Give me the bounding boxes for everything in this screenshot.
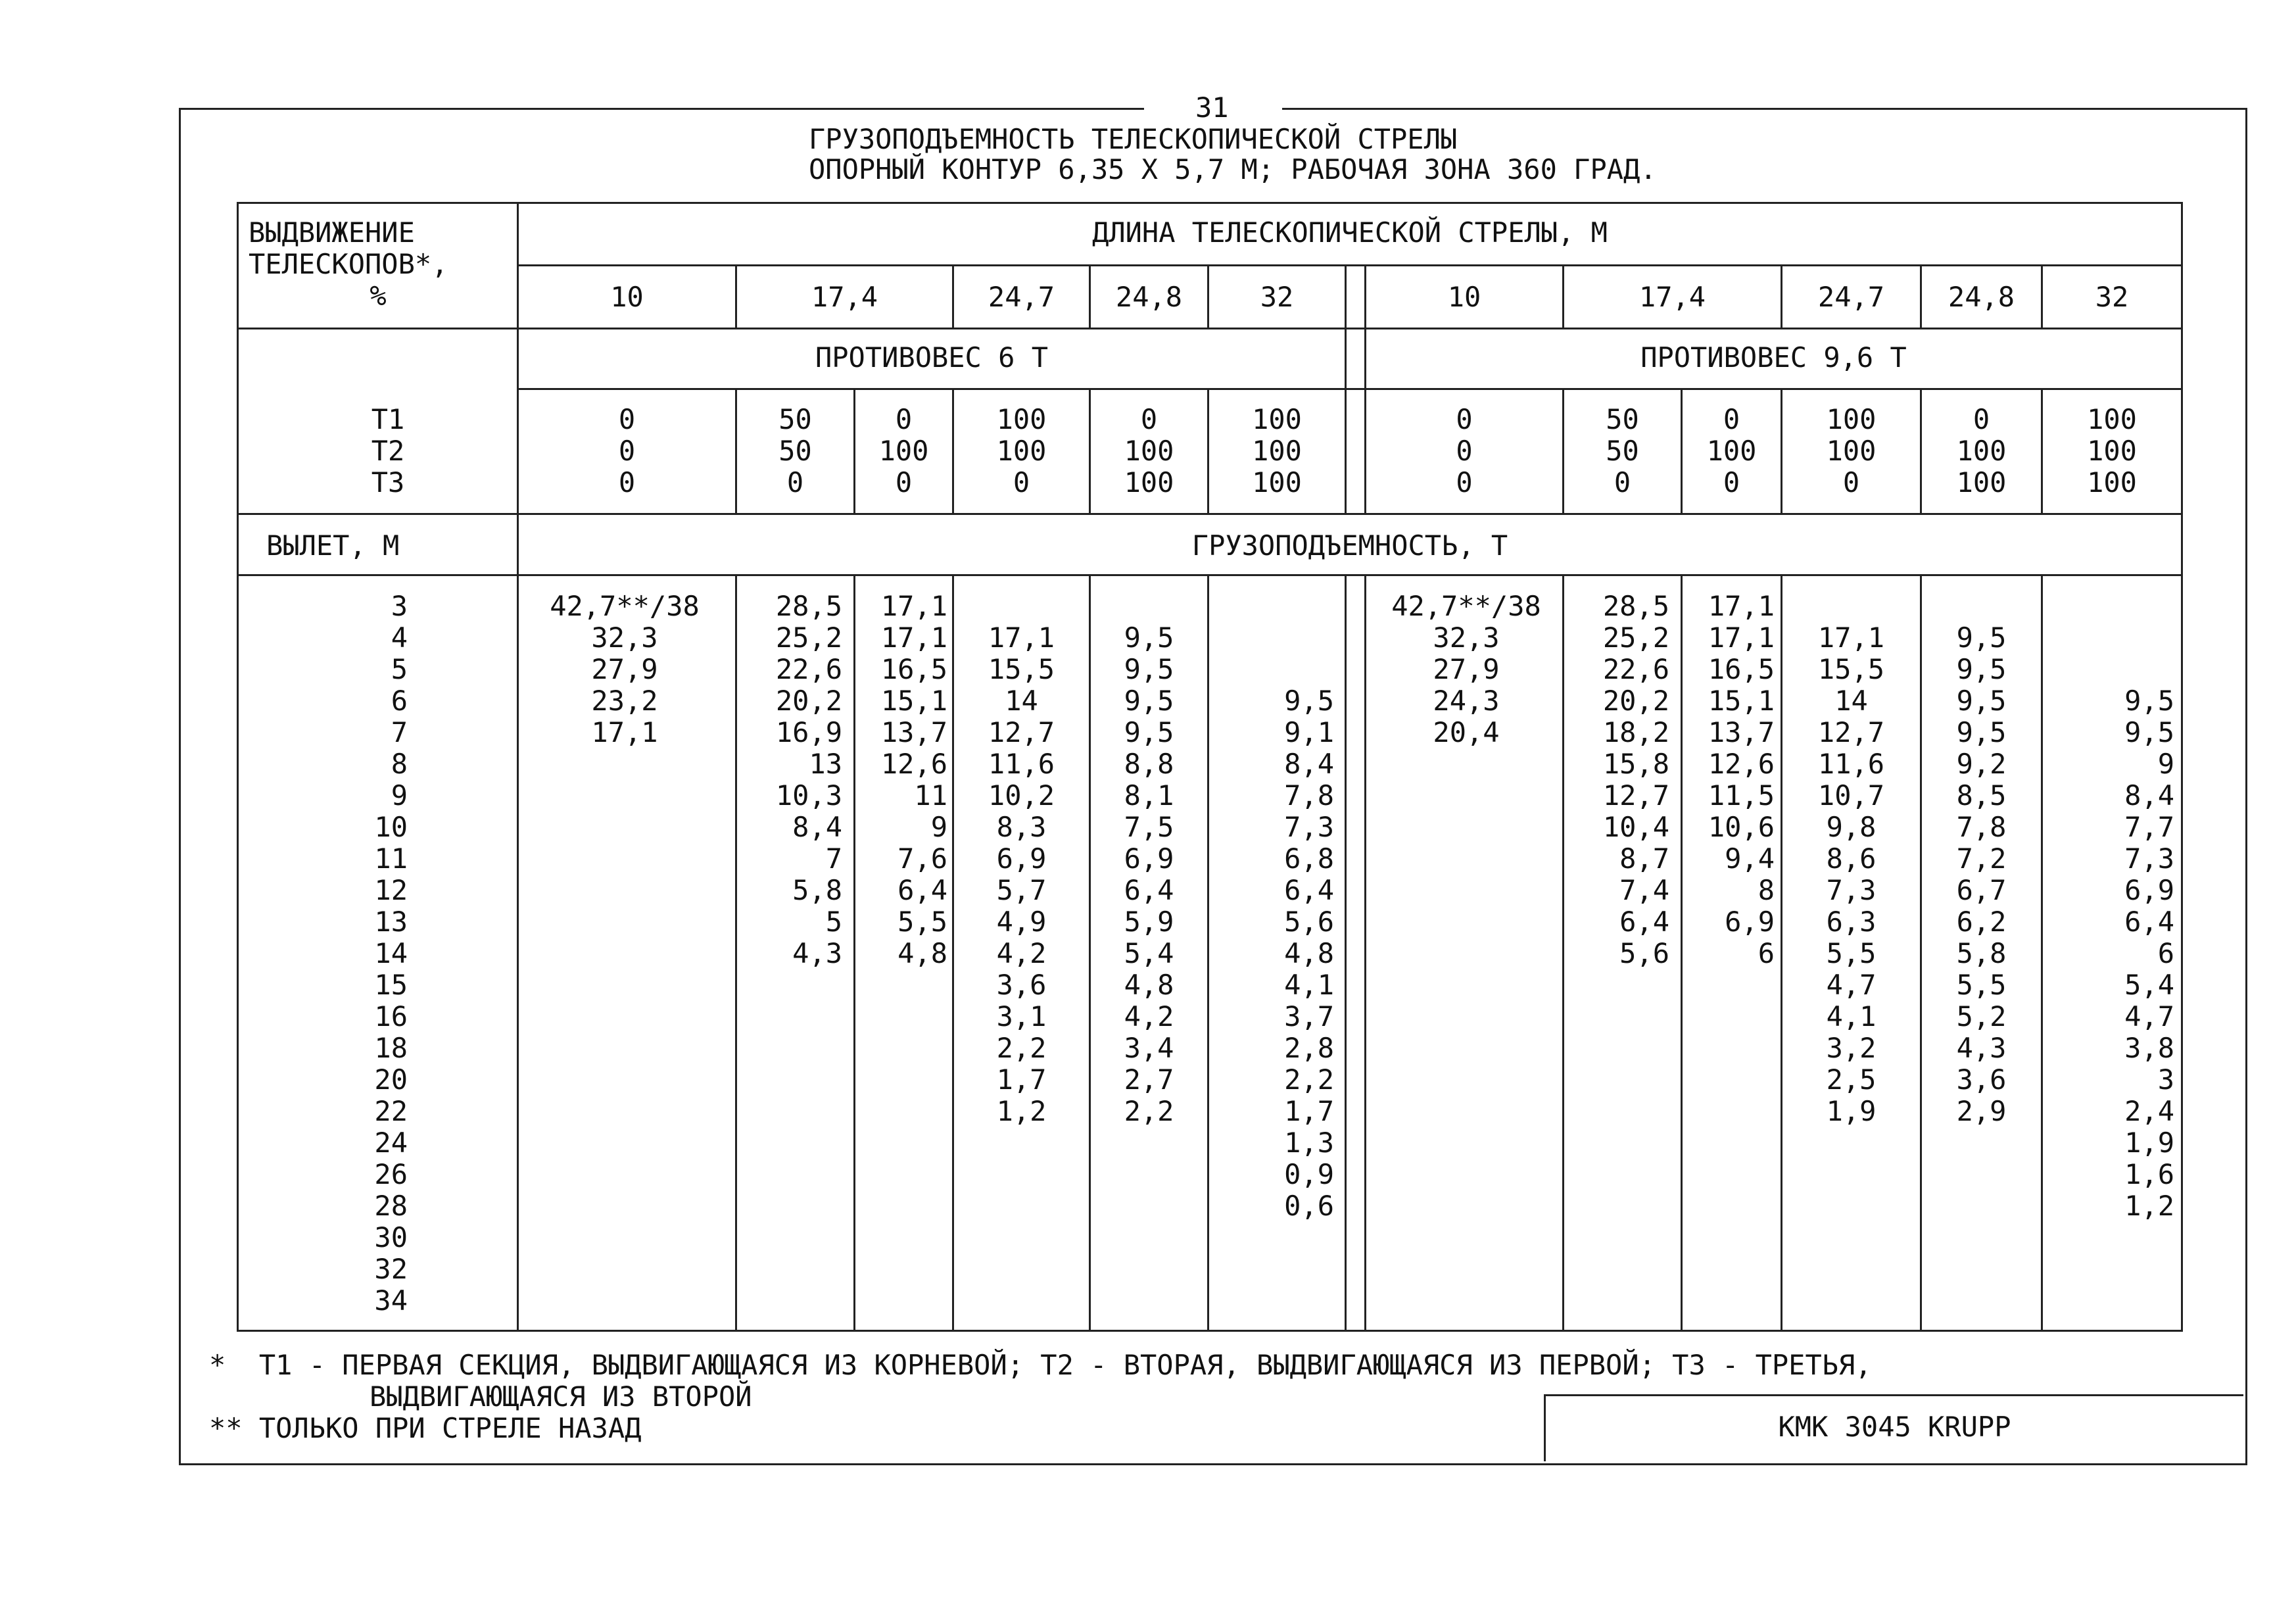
grid-line [237, 574, 2183, 576]
capacity-value: 7,8 [1284, 779, 1334, 812]
capacity-value: 1,3 [1284, 1127, 1334, 1159]
capacity-value: 2,2 [1284, 1063, 1334, 1096]
extension-value: 0 [1140, 403, 1158, 435]
capacity-value: 4,2 [1124, 1000, 1174, 1033]
extension-value: 0 [1456, 435, 1473, 467]
section-label: Т2 [371, 435, 405, 467]
extension-value: 50 [1606, 435, 1639, 467]
capacity-value: 4,7 [1826, 969, 1877, 1001]
capacity-value: 10,6 [1708, 811, 1775, 843]
capacity-value: 5,5 [1826, 937, 1877, 969]
capacity-value: 12,6 [1708, 748, 1775, 780]
footnote-1: * Т1 - ПЕРВАЯ СЕКЦИЯ, ВЫДВИГАЮЩАЯСЯ ИЗ КОРНЕВОЙ; Т2 - ВТОРАЯ, ВЫДВИГАЮЩАЯСЯ ИЗ ПЕРВОЙ; Т3 - ТРЕТЬЯ, [209, 1349, 1872, 1381]
extension-value: 0 [618, 466, 636, 499]
capacity-value: 11,6 [1817, 748, 1885, 780]
capacity-value: 17,1 [880, 621, 947, 654]
capacity-value: 15,5 [1817, 653, 1885, 685]
capacity-value [1209, 654, 1334, 685]
capacity-value: 2,2 [996, 1032, 1047, 1064]
extension-column [737, 404, 853, 499]
capacity-value: 2,2 [1124, 1095, 1174, 1127]
capacity-value: 7,7 [2124, 811, 2174, 843]
capacity-value: 18,2 [1602, 716, 1669, 748]
extension-value: 0 [1973, 403, 1990, 435]
extension-value: 100 [878, 435, 929, 467]
capacity-value: 25,2 [775, 621, 842, 654]
grid-line [237, 328, 2183, 329]
capacity-value: 3,6 [1956, 1063, 2007, 1096]
extension-value: 100 [1252, 435, 1302, 467]
capacity-value: 7,8 [1956, 811, 2007, 843]
footnote-1-continued: ВЫДВИГАЮЩАЯСЯ ИЗ ВТОРОЙ [370, 1380, 752, 1413]
capacity-value: 7,3 [1826, 874, 1877, 906]
capacity-value: 6 [1758, 937, 1775, 969]
capacity-value: 14 [1834, 685, 1868, 717]
capacity-value: 28,5 [1602, 590, 1669, 622]
extension-value: 100 [1252, 403, 1302, 435]
extension-column [954, 404, 1089, 499]
outreach-value: 8 [391, 748, 408, 780]
outreach-value: 24 [374, 1127, 408, 1159]
outreach-value: 14 [374, 937, 408, 969]
capacity-column-left [1091, 591, 1207, 1127]
capacity-value [1922, 591, 2041, 622]
capacity-value: 3,6 [996, 969, 1047, 1001]
capacity-value: 9,8 [1826, 811, 1877, 843]
capacity-value: 9 [930, 811, 947, 843]
capacity-value: 2,7 [1124, 1063, 1174, 1096]
capacity-value: 17,1 [1817, 621, 1885, 654]
capacity-value: 5,6 [1284, 906, 1334, 938]
capacity-value: 6 [2157, 937, 2174, 969]
capacity-value: 16,5 [880, 653, 947, 685]
capacity-value: 9 [2157, 748, 2174, 780]
capacity-value: 7,6 [897, 842, 947, 875]
length-right-17-4: 17,4 [1638, 281, 1706, 313]
capacity-value: 1,9 [1826, 1095, 1877, 1127]
capacity-value: 5,8 [1956, 937, 2007, 969]
outreach-value: 34 [374, 1284, 408, 1317]
capacity-value: 5 [825, 906, 842, 938]
capacity-value: 6,9 [996, 842, 1047, 875]
grid-line [1364, 574, 1366, 1332]
capacity-value: 10,2 [988, 779, 1055, 812]
capacity-column-left [1209, 591, 1334, 1222]
capacity-value: 9,5 [1124, 685, 1174, 717]
capacity-label: ГРУЗОПОДЪЕМНОСТЬ, Т [1191, 529, 1508, 562]
capacity-value: 27,9 [591, 653, 658, 685]
capacity-value: 13 [809, 748, 842, 780]
capacity-value: 1,7 [996, 1063, 1047, 1096]
outreach-value: 22 [374, 1095, 408, 1127]
extension-column [1366, 404, 1562, 499]
capacity-column-left [855, 591, 947, 969]
capacity-value: 2,5 [1826, 1063, 1877, 1096]
boom-length-label: ДЛИНА ТЕЛЕСКОПИЧЕСКОЙ СТРЕЛЫ, М [1092, 216, 1608, 249]
capacity-value [2043, 654, 2174, 685]
capacity-value: 4,3 [792, 937, 842, 969]
extension-value: 100 [2087, 403, 2137, 435]
capacity-value: 9,5 [1284, 685, 1334, 717]
outreach-value: 5 [391, 653, 408, 685]
capacity-value: 12,7 [1602, 779, 1669, 812]
capacity-value: 9,5 [1124, 653, 1174, 685]
outreach-label: ВЫЛЕТ, М [266, 529, 400, 562]
extension-label-1: ВЫДВИЖЕНИЕ [249, 216, 415, 249]
capacity-value: 6,4 [897, 874, 947, 906]
capacity-value: 0,9 [1284, 1158, 1334, 1190]
capacity-value: 5,9 [1124, 906, 1174, 938]
table-border-left [237, 202, 239, 1332]
extension-label-3: % [370, 280, 387, 312]
capacity-column-right [2043, 591, 2174, 1222]
length-right-24-7: 24,7 [1817, 281, 1885, 313]
title-line-2: ОПОРНЫЙ КОНТУР 6,35 Х 5,7 М; РАБОЧАЯ ЗОНА 360 ГРАД. [809, 153, 1657, 185]
capacity-value: 12,7 [1817, 716, 1885, 748]
capacity-value: 4,8 [1124, 969, 1174, 1001]
extension-column [1683, 404, 1781, 499]
capacity-value: 4,3 [1956, 1032, 2007, 1064]
capacity-value: 2,9 [1956, 1095, 2007, 1127]
extension-value: 50 [1606, 403, 1639, 435]
outreach-value: 26 [374, 1158, 408, 1190]
capacity-value: 1,9 [2124, 1127, 2174, 1159]
capacity-value [954, 591, 1089, 622]
capacity-value: 23,2 [591, 685, 658, 717]
capacity-value: 9,5 [1124, 716, 1174, 748]
extension-column [1922, 404, 2041, 499]
capacity-value: 12,6 [880, 748, 947, 780]
section-label: Т3 [371, 466, 405, 499]
capacity-value: 11 [914, 779, 947, 812]
grid-line [1345, 574, 1347, 1332]
capacity-value [2043, 591, 2174, 622]
capacity-value: 28,5 [775, 590, 842, 622]
capacity-value: 1,2 [2124, 1190, 2174, 1222]
capacity-value: 13,7 [1708, 716, 1775, 748]
capacity-value: 8 [1758, 874, 1775, 906]
capacity-value: 42,7**/38 [1391, 590, 1541, 622]
outreach-value: 12 [374, 874, 408, 906]
extension-value: 50 [778, 435, 812, 467]
capacity-value: 3,4 [1124, 1032, 1174, 1064]
capacity-value: 17,1 [591, 716, 658, 748]
counterweight-right: ПРОТИВОВЕС 9,6 Т [1640, 341, 1907, 374]
capacity-value: 1,2 [996, 1095, 1047, 1127]
outreach-value: 13 [374, 906, 408, 938]
capacity-value [1209, 591, 1334, 622]
extension-value: 100 [1826, 435, 1877, 467]
capacity-value: 6,4 [2124, 906, 2174, 938]
capacity-value: 8,7 [1619, 842, 1669, 875]
outreach-column [329, 591, 408, 1317]
outreach-value: 11 [374, 842, 408, 875]
outreach-value: 10 [374, 811, 408, 843]
section-labels [329, 404, 447, 499]
capacity-value: 13,7 [880, 716, 947, 748]
capacity-value: 1,7 [1284, 1095, 1334, 1127]
capacity-value: 8,6 [1826, 842, 1877, 875]
capacity-value: 8,1 [1124, 779, 1174, 812]
capacity-value: 17,1 [988, 621, 1055, 654]
capacity-value [1782, 591, 1920, 622]
grid-line [519, 264, 2183, 266]
outreach-value: 3 [391, 590, 408, 622]
capacity-value: 9,4 [1725, 842, 1775, 875]
capacity-value: 8,4 [2124, 779, 2174, 812]
table-border-right [2181, 202, 2183, 1332]
extension-value: 100 [1124, 435, 1174, 467]
capacity-value: 5,8 [792, 874, 842, 906]
capacity-value: 24,3 [1433, 685, 1500, 717]
outreach-value: 28 [374, 1190, 408, 1222]
capacity-value: 9,5 [1956, 621, 2007, 654]
capacity-value: 6,2 [1956, 906, 2007, 938]
title-line-1: ГРУЗОПОДЪЕМНОСТЬ ТЕЛЕСКОПИЧЕСКОЙ СТРЕЛЫ [809, 123, 1458, 155]
capacity-column-right [1564, 591, 1669, 969]
capacity-value: 4,2 [996, 937, 1047, 969]
capacity-value: 8,4 [792, 811, 842, 843]
capacity-value: 6,9 [1725, 906, 1775, 938]
capacity-value: 5,4 [2124, 969, 2174, 1001]
extension-value: 100 [1826, 403, 1877, 435]
capacity-value: 7,4 [1619, 874, 1669, 906]
extension-column [1564, 404, 1681, 499]
section-label: Т1 [371, 403, 405, 435]
extension-column [1091, 404, 1207, 499]
extension-value: 100 [1706, 435, 1757, 467]
capacity-value: 15,5 [988, 653, 1055, 685]
capacity-value: 0,6 [1284, 1190, 1334, 1222]
capacity-value: 4,7 [2124, 1000, 2174, 1033]
capacity-value: 9,5 [1956, 685, 2007, 717]
capacity-column-left [954, 591, 1089, 1127]
capacity-value: 8,5 [1956, 779, 2007, 812]
capacity-value: 15,1 [1708, 685, 1775, 717]
outreach-value: 32 [374, 1253, 408, 1285]
extension-value: 0 [786, 466, 804, 499]
page-number: 31 [1195, 91, 1229, 124]
extension-value: 0 [1456, 403, 1473, 435]
counterweight-left: ПРОТИВОВЕС 6 Т [815, 341, 1048, 374]
length-left-32: 32 [1260, 281, 1294, 313]
capacity-value: 5,5 [1956, 969, 2007, 1001]
capacity-value: 7,3 [1284, 811, 1334, 843]
extension-column [1782, 404, 1920, 499]
table-border-bottom [237, 1330, 2183, 1332]
capacity-value: 3,7 [1284, 1000, 1334, 1033]
grid-line [1345, 264, 1347, 513]
capacity-value: 3,2 [1826, 1032, 1877, 1064]
capacity-value: 42,7**/38 [550, 590, 700, 622]
extension-label-2: ТЕЛЕСКОПОВ*, [249, 248, 448, 280]
capacity-value: 15,1 [880, 685, 947, 717]
capacity-value: 6,9 [2124, 874, 2174, 906]
capacity-value: 27,9 [1433, 653, 1500, 685]
extension-column [2043, 404, 2181, 499]
capacity-value: 5,2 [1956, 1000, 2007, 1033]
capacity-value [1091, 591, 1207, 622]
capacity-value: 11,6 [988, 748, 1055, 780]
capacity-value: 16,5 [1708, 653, 1775, 685]
capacity-value: 12,7 [988, 716, 1055, 748]
capacity-value: 6,9 [1124, 842, 1174, 875]
table-border-top [237, 202, 2183, 204]
capacity-value: 25,2 [1602, 621, 1669, 654]
capacity-value: 9,1 [1284, 716, 1334, 748]
capacity-value [2043, 622, 2174, 654]
capacity-value: 9,5 [2124, 716, 2174, 748]
extension-value: 0 [618, 403, 636, 435]
capacity-value: 4,8 [1284, 937, 1334, 969]
capacity-value: 4,8 [897, 937, 947, 969]
capacity-value: 20,2 [1602, 685, 1669, 717]
extension-value: 0 [895, 403, 913, 435]
extension-value: 0 [1723, 403, 1740, 435]
capacity-value: 16,9 [775, 716, 842, 748]
capacity-value: 9,5 [1956, 716, 2007, 748]
capacity-value: 6,4 [1124, 874, 1174, 906]
extension-value: 0 [1456, 466, 1473, 499]
capacity-value: 7,2 [1956, 842, 2007, 875]
capacity-value: 3 [2157, 1063, 2174, 1096]
extension-value: 100 [2087, 435, 2137, 467]
capacity-value: 8,4 [1284, 748, 1334, 780]
capacity-value: 5,5 [897, 906, 947, 938]
capacity-value: 11,5 [1708, 779, 1775, 812]
extension-value: 100 [1956, 466, 2007, 499]
length-left-10: 10 [610, 281, 644, 313]
extension-value: 50 [778, 403, 812, 435]
outreach-value: 4 [391, 621, 408, 654]
capacity-column-left [526, 591, 723, 748]
grid-line [237, 513, 2183, 515]
outreach-value: 7 [391, 716, 408, 748]
capacity-value: 10,3 [775, 779, 842, 812]
capacity-value: 8,8 [1124, 748, 1174, 780]
capacity-value: 3,8 [2124, 1032, 2174, 1064]
capacity-value: 7,5 [1124, 811, 1174, 843]
capacity-value: 6,7 [1956, 874, 2007, 906]
outreach-value: 20 [374, 1063, 408, 1096]
outreach-value: 16 [374, 1000, 408, 1033]
extension-value: 100 [996, 403, 1047, 435]
capacity-column-right [1683, 591, 1775, 969]
capacity-value: 22,6 [775, 653, 842, 685]
capacity-value: 14 [1005, 685, 1038, 717]
capacity-value: 1,6 [2124, 1158, 2174, 1190]
grid-line [519, 388, 2183, 390]
capacity-value: 6,4 [1284, 874, 1334, 906]
model-box-top [1544, 1394, 2243, 1396]
outreach-value: 15 [374, 969, 408, 1001]
capacity-value [1209, 622, 1334, 654]
capacity-value: 9,5 [1956, 653, 2007, 685]
extension-value: 0 [618, 435, 636, 467]
capacity-value: 4,1 [1284, 969, 1334, 1001]
length-right-10: 10 [1447, 281, 1481, 313]
outreach-value: 30 [374, 1221, 408, 1253]
capacity-value: 8,3 [996, 811, 1047, 843]
length-right-32: 32 [2095, 281, 2129, 313]
length-left-24-8: 24,8 [1115, 281, 1183, 313]
capacity-value: 3,1 [996, 1000, 1047, 1033]
capacity-value: 9,2 [1956, 748, 2007, 780]
capacity-value: 15,8 [1602, 748, 1669, 780]
extension-column [519, 404, 735, 499]
capacity-value: 9,5 [2124, 685, 2174, 717]
model-name: КМК 3045 KRUPP [1778, 1411, 2011, 1443]
extension-column [855, 404, 952, 499]
capacity-value: 10,4 [1602, 811, 1669, 843]
extension-column [1209, 404, 1345, 499]
capacity-value: 4,1 [1826, 1000, 1877, 1033]
capacity-column-right [1922, 591, 2041, 1127]
capacity-value: 7 [825, 842, 842, 875]
capacity-value: 2,4 [2124, 1095, 2174, 1127]
extension-value: 0 [1614, 466, 1631, 499]
capacity-value: 17,1 [880, 590, 947, 622]
length-left-24-7: 24,7 [988, 281, 1055, 313]
extension-value: 100 [1252, 466, 1302, 499]
capacity-value: 4,9 [996, 906, 1047, 938]
capacity-value: 6,3 [1826, 906, 1877, 938]
capacity-value: 32,3 [591, 621, 658, 654]
length-right-24-8: 24,8 [1948, 281, 2015, 313]
capacity-value: 32,3 [1433, 621, 1500, 654]
capacity-value: 22,6 [1602, 653, 1669, 685]
capacity-value: 17,1 [1708, 621, 1775, 654]
capacity-value: 20,4 [1433, 716, 1500, 748]
capacity-value: 5,6 [1619, 937, 1669, 969]
extension-value: 0 [895, 466, 913, 499]
capacity-column-right [1782, 591, 1920, 1127]
extension-value: 0 [1723, 466, 1740, 499]
outreach-value: 18 [374, 1032, 408, 1064]
capacity-value: 5,7 [996, 874, 1047, 906]
extension-value: 0 [1842, 466, 1860, 499]
extension-value: 100 [1124, 466, 1174, 499]
capacity-value: 20,2 [775, 685, 842, 717]
outreach-value: 6 [391, 685, 408, 717]
capacity-value: 6,4 [1619, 906, 1669, 938]
capacity-value: 6,8 [1284, 842, 1334, 875]
footnote-2: ** ТОЛЬКО ПРИ СТРЕЛЕ НАЗАД [209, 1412, 642, 1444]
capacity-value: 7,3 [2124, 842, 2174, 875]
capacity-column-right [1371, 591, 1562, 748]
capacity-value: 9,5 [1124, 621, 1174, 654]
capacity-column-left [737, 591, 842, 969]
capacity-value: 17,1 [1708, 590, 1775, 622]
capacity-value: 2,8 [1284, 1032, 1334, 1064]
extension-value: 100 [996, 435, 1047, 467]
extension-value: 0 [1013, 466, 1030, 499]
capacity-value: 10,7 [1817, 779, 1885, 812]
length-left-17-4: 17,4 [811, 281, 878, 313]
outreach-value: 9 [391, 779, 408, 812]
capacity-value: 5,4 [1124, 937, 1174, 969]
extension-value: 100 [1956, 435, 2007, 467]
extension-value: 100 [2087, 466, 2137, 499]
